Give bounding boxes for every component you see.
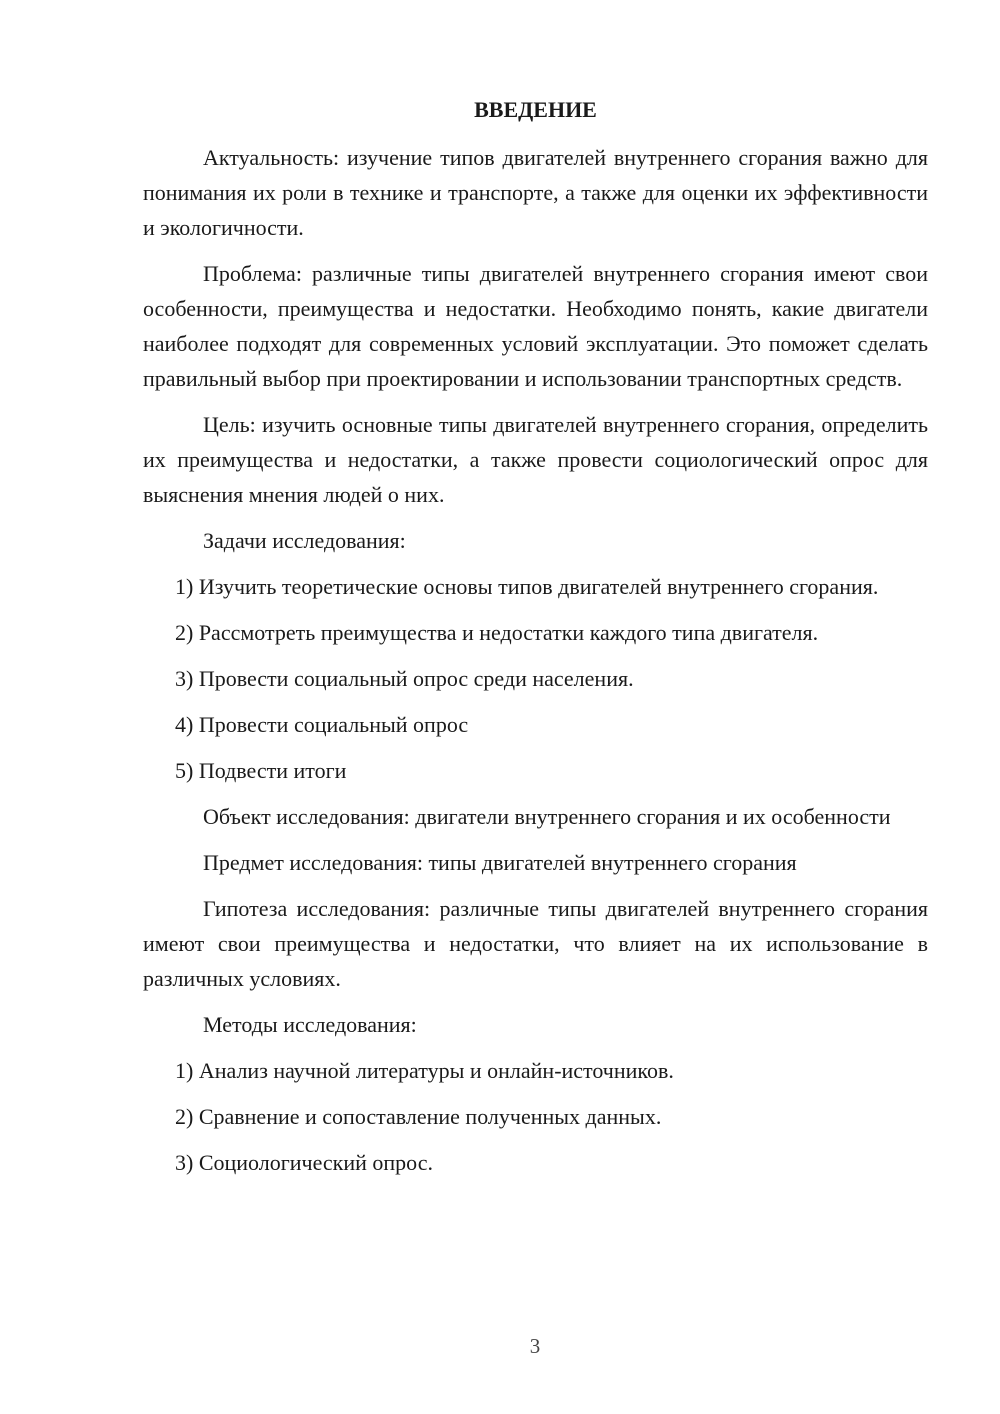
task-item: 1) Изучить теоретические основы типов двигателей внутреннего сгорания. — [175, 574, 879, 599]
page-number: 3 — [529, 1334, 541, 1358]
task-item: 4) Провести социальный опрос — [175, 712, 469, 737]
problem-paragraph: Проблема: различные типы двигателей внутреннего сгорания имеют свои особенности, преимущества и недостатки. Необходимо понять, какие двигатели наиболее подходят для современных условий эксплуатации. Это поможет сделать правильный выбор при проектировании и использовании транспортных средств. — [143, 261, 928, 391]
method-item: 1) Анализ научной литературы и онлайн-источников. — [175, 1058, 674, 1083]
methods-heading: Методы исследования: — [203, 1012, 417, 1037]
tasks-heading: Задачи исследования: — [203, 528, 406, 553]
task-item: 5) Подвести итоги — [175, 758, 347, 783]
task-item: 3) Провести социальный опрос среди населения. — [175, 666, 634, 691]
goal-paragraph: Цель: изучить основные типы двигателей внутреннего сгорания, определить их преимущества и недостатки, а также провести социологический опрос для выяснения мнения людей о них. — [143, 412, 928, 507]
hypothesis-paragraph: Гипотеза исследования: различные типы двигателей внутреннего сгорания имеют свои преимущества и недостатки, что влияет на их использование в различных условиях. — [143, 896, 928, 991]
page-content — [143, 95, 928, 1191]
method-item: 2) Сравнение и сопоставление полученных данных. — [175, 1104, 662, 1129]
task-item: 2) Рассмотреть преимущества и недостатки каждого типа двигателя. — [175, 620, 819, 645]
section-title: ВВЕДЕНИЕ — [474, 97, 597, 122]
relevance-paragraph: Актуальность: изучение типов двигателей внутреннего сгорания важно для понимания их роли в технике и транспорте, а также для оценки их эффективности и экологичности. — [143, 145, 928, 240]
object-paragraph: Объект исследования: двигатели внутреннего сгорания и их особенности — [203, 804, 891, 829]
subject-paragraph: Предмет исследования: типы двигателей внутреннего сгорания — [203, 850, 797, 875]
method-item: 3) Социологический опрос. — [175, 1150, 433, 1175]
